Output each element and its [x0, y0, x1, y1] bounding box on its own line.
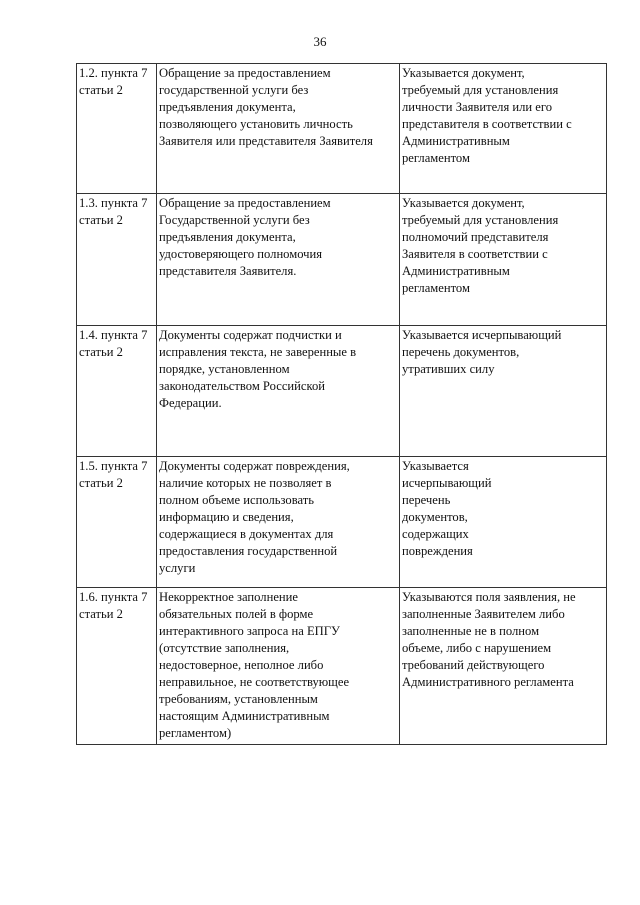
cell-text-line: 1.5. пункта 7 [79, 459, 148, 473]
cell-text-line: содержащих [402, 527, 469, 541]
cell-text-line: статьи 2 [79, 476, 123, 490]
cell-text-line: недостоверное, неполное либо [159, 658, 324, 672]
cell-text-line: (отсутствие заполнения, [159, 641, 290, 655]
cell-text-line: Обращение за предоставлением [159, 196, 331, 210]
refusal-reason-cell [157, 326, 400, 457]
refusal-reason-cell [157, 64, 400, 194]
clause-ref-cell [77, 64, 157, 194]
cell-text-line: государственной услуги без [159, 83, 309, 97]
cell-text-line: настоящим Административным [159, 709, 330, 723]
cell-text-line: 1.4. пункта 7 [79, 328, 148, 342]
cell-text-line: предъявления документа, [159, 230, 296, 244]
cell-text-line: статьи 2 [79, 607, 123, 621]
cell-text-line: полномочий представителя [402, 230, 549, 244]
cell-text-line: Административным [402, 264, 510, 278]
cell-text-line: исправления текста, не заверенные в [159, 345, 357, 359]
table-row [77, 194, 607, 326]
cell-text-line: представителя в соответствии с [402, 117, 572, 131]
table-body [77, 64, 607, 745]
cell-text-line: Заявителя или представителя Заявителя [159, 134, 373, 148]
cell-text-line: предоставления государственной [159, 544, 338, 558]
explanation-cell [400, 194, 607, 326]
cell-text-line: удостоверяющего полномочия [159, 247, 323, 261]
cell-text-line: Документы содержат повреждения, [159, 459, 350, 473]
refusal-reason-cell [157, 194, 400, 326]
page-number: 36 [313, 34, 327, 49]
clause-ref-cell [77, 194, 157, 326]
cell-text-line: интерактивного запроса на ЕПГУ [159, 624, 340, 638]
explanation-cell [400, 457, 607, 588]
cell-text-line: позволяющего установить личность [159, 117, 353, 131]
explanation-cell [400, 588, 607, 745]
cell-text-line: перечень [402, 493, 451, 507]
cell-text-line: требований действующего [402, 658, 545, 672]
table-row [77, 326, 607, 457]
cell-text-line: перечень документов, [402, 345, 520, 359]
cell-text-line: 1.2. пункта 7 [79, 66, 148, 80]
cell-text-line: предъявления документа, [159, 100, 296, 114]
cell-text-line: регламентом [402, 151, 470, 165]
explanation-cell [400, 64, 607, 194]
cell-text-line: утративших силу [402, 362, 495, 376]
clause-ref-cell [77, 457, 157, 588]
clause-ref-cell [77, 326, 157, 457]
cell-text-line: Указывается исчерпывающий [402, 328, 562, 342]
cell-text-line: обязательных полей в форме [159, 607, 314, 621]
cell-text-line: объеме, либо с нарушением [402, 641, 552, 655]
cell-text-line: заполненные не в полном [402, 624, 540, 638]
cell-text-line: статьи 2 [79, 345, 123, 359]
cell-text-line: заполненные Заявителем либо [402, 607, 565, 621]
cell-text-line: Федерации. [159, 396, 222, 410]
cell-text-line: Обращение за предоставлением [159, 66, 331, 80]
cell-text-line: Административным [402, 134, 510, 148]
cell-text-line: порядке, установленном [159, 362, 290, 376]
cell-text-line: Заявителя в соответствии с [402, 247, 548, 261]
cell-text-line: личности Заявителя или его [402, 100, 553, 114]
cell-text-line: услуги [159, 561, 196, 575]
clause-ref-cell [77, 588, 157, 745]
cell-text-line: полном объеме использовать [159, 493, 314, 507]
cell-text-line: регламентом) [159, 726, 232, 740]
cell-text-line: документов, [402, 510, 468, 524]
cell-text-line: законодательством Российской [159, 379, 325, 393]
cell-text-line: Некорректное заполнение [159, 590, 298, 604]
cell-text-line: статьи 2 [79, 213, 123, 227]
cell-text-line: представителя Заявителя. [159, 264, 297, 278]
refusal-reason-cell [157, 588, 400, 745]
cell-text-line: Указывается [402, 459, 469, 473]
cell-text-line: Административного регламента [402, 675, 574, 689]
cell-text-line: Указывается документ, [402, 196, 525, 210]
cell-text-line: повреждения [402, 544, 473, 558]
cell-text-line: наличие которых не позволяет в [159, 476, 332, 490]
cell-text-line: неправильное, не соответствующее [159, 675, 350, 689]
cell-text-line: содержащиеся в документах для [159, 527, 334, 541]
cell-text-line: 1.3. пункта 7 [79, 196, 148, 210]
cell-text-line: Документы содержат подчистки и [159, 328, 342, 342]
refusal-reason-cell [157, 457, 400, 588]
cell-text-line: исчерпывающий [402, 476, 492, 490]
cell-text-line: 1.6. пункта 7 [79, 590, 148, 604]
cell-text-line: Государственной услуги без [159, 213, 310, 227]
explanation-cell [400, 326, 607, 457]
table-row [77, 64, 607, 194]
cell-text-line: требуемый для установления [402, 83, 559, 97]
cell-text-line: регламентом [402, 281, 470, 295]
cell-text-line: требованиям, установленным [159, 692, 318, 706]
cell-text-line: требуемый для установления [402, 213, 559, 227]
table-row [77, 457, 607, 588]
cell-text-line: информацию и сведения, [159, 510, 294, 524]
table-row [77, 588, 607, 745]
refusal-grounds-table [76, 63, 607, 745]
cell-text-line: Указывается документ, [402, 66, 525, 80]
cell-text-line: статьи 2 [79, 83, 123, 97]
cell-text-line: Указываются поля заявления, не [402, 590, 576, 604]
